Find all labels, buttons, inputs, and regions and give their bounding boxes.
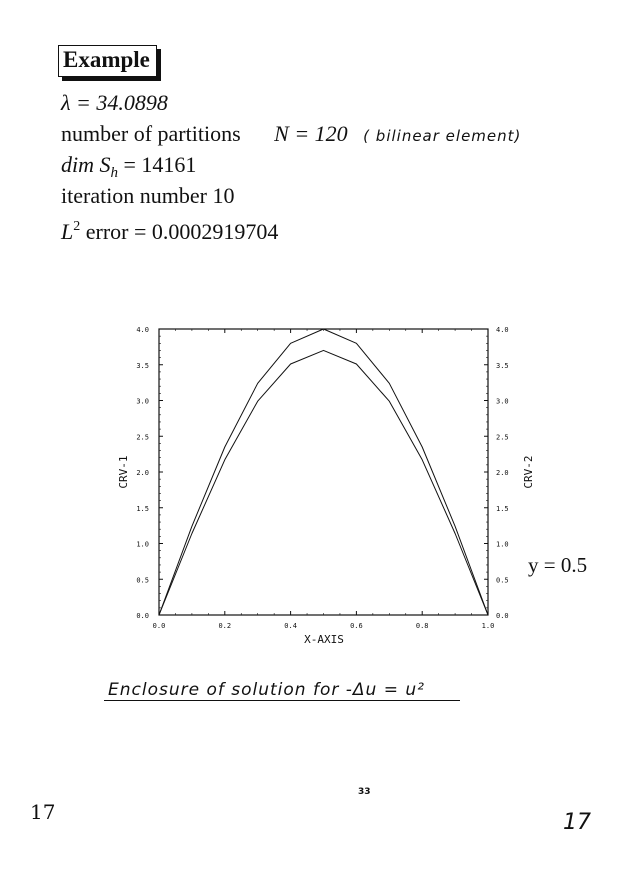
- y-tick-label-right: 1.5: [496, 504, 509, 513]
- figure-caption: Enclosure of solution for -Δu = u²: [108, 680, 425, 700]
- y-tick-label-left: 1.0: [136, 540, 149, 549]
- y-tick-label-left: 3.0: [136, 397, 149, 406]
- tick-group: [136, 326, 508, 630]
- y-tick-label-right: 0.5: [496, 576, 509, 585]
- y-tick-label-right: 3.0: [496, 397, 509, 406]
- series-group: [159, 329, 488, 615]
- y-tick-label-right: 0.0: [496, 612, 509, 620]
- dim-subscript: h: [110, 165, 118, 181]
- y-axis-label-right: CRV-2: [522, 455, 535, 489]
- page-number-handwritten: 17: [563, 810, 591, 835]
- y-tick-label-left: 3.5: [136, 361, 149, 370]
- x-tick-label: 0.2: [218, 622, 232, 630]
- series-line-1: [159, 329, 488, 615]
- x-tick-label: 0.6: [350, 622, 363, 630]
- caption-underline: [104, 700, 460, 701]
- dim-value: = 14161: [118, 152, 197, 177]
- margin-stamp: 17: [30, 800, 56, 824]
- x-tick-label: 0.8: [415, 622, 429, 630]
- y-tick-label-left: 2.0: [136, 469, 149, 477]
- y-tick-label-left: 1.5: [136, 504, 149, 513]
- partitions-note: ( bilinear element): [363, 127, 522, 145]
- y-tick-label-right: 2.0: [496, 469, 509, 477]
- y-tick-label-right: 3.5: [496, 361, 509, 370]
- x-tick-label: 0.0: [152, 622, 166, 630]
- y-axis-label-left: CRV-1: [117, 455, 130, 489]
- dim-prefix: dim S: [61, 152, 111, 177]
- y-value-label: y = 0.5: [528, 553, 588, 577]
- y-tick-label-right: 4.0: [496, 326, 509, 334]
- error-symbol: L: [61, 219, 74, 244]
- x-axis-label: X-AXIS: [304, 633, 344, 646]
- page-number-mark: 33: [358, 787, 371, 797]
- error-superscript: 2: [73, 219, 81, 234]
- y-tick-label-left: 2.5: [136, 433, 149, 442]
- x-tick-label: 0.4: [284, 622, 297, 630]
- y-tick-label-left: 4.0: [136, 326, 149, 334]
- error-value: error = 0.0002919704: [80, 219, 279, 244]
- example-heading: Example: [58, 45, 157, 77]
- series-line-2: [159, 350, 488, 615]
- y-tick-label-left: 0.0: [136, 612, 149, 620]
- y-tick-label-left: 0.5: [136, 576, 149, 585]
- partitions-value: N = 120: [274, 121, 348, 146]
- plot-frame: [159, 329, 488, 615]
- partitions-label: number of partitions: [61, 121, 241, 146]
- x-tick-label: 1.0: [481, 622, 495, 630]
- y-tick-label-right: 2.5: [496, 433, 509, 442]
- iteration-text: iteration number 10: [61, 183, 235, 208]
- y-tick-label-right: 1.0: [496, 540, 509, 549]
- lambda-value: λ = 34.0898: [61, 90, 168, 115]
